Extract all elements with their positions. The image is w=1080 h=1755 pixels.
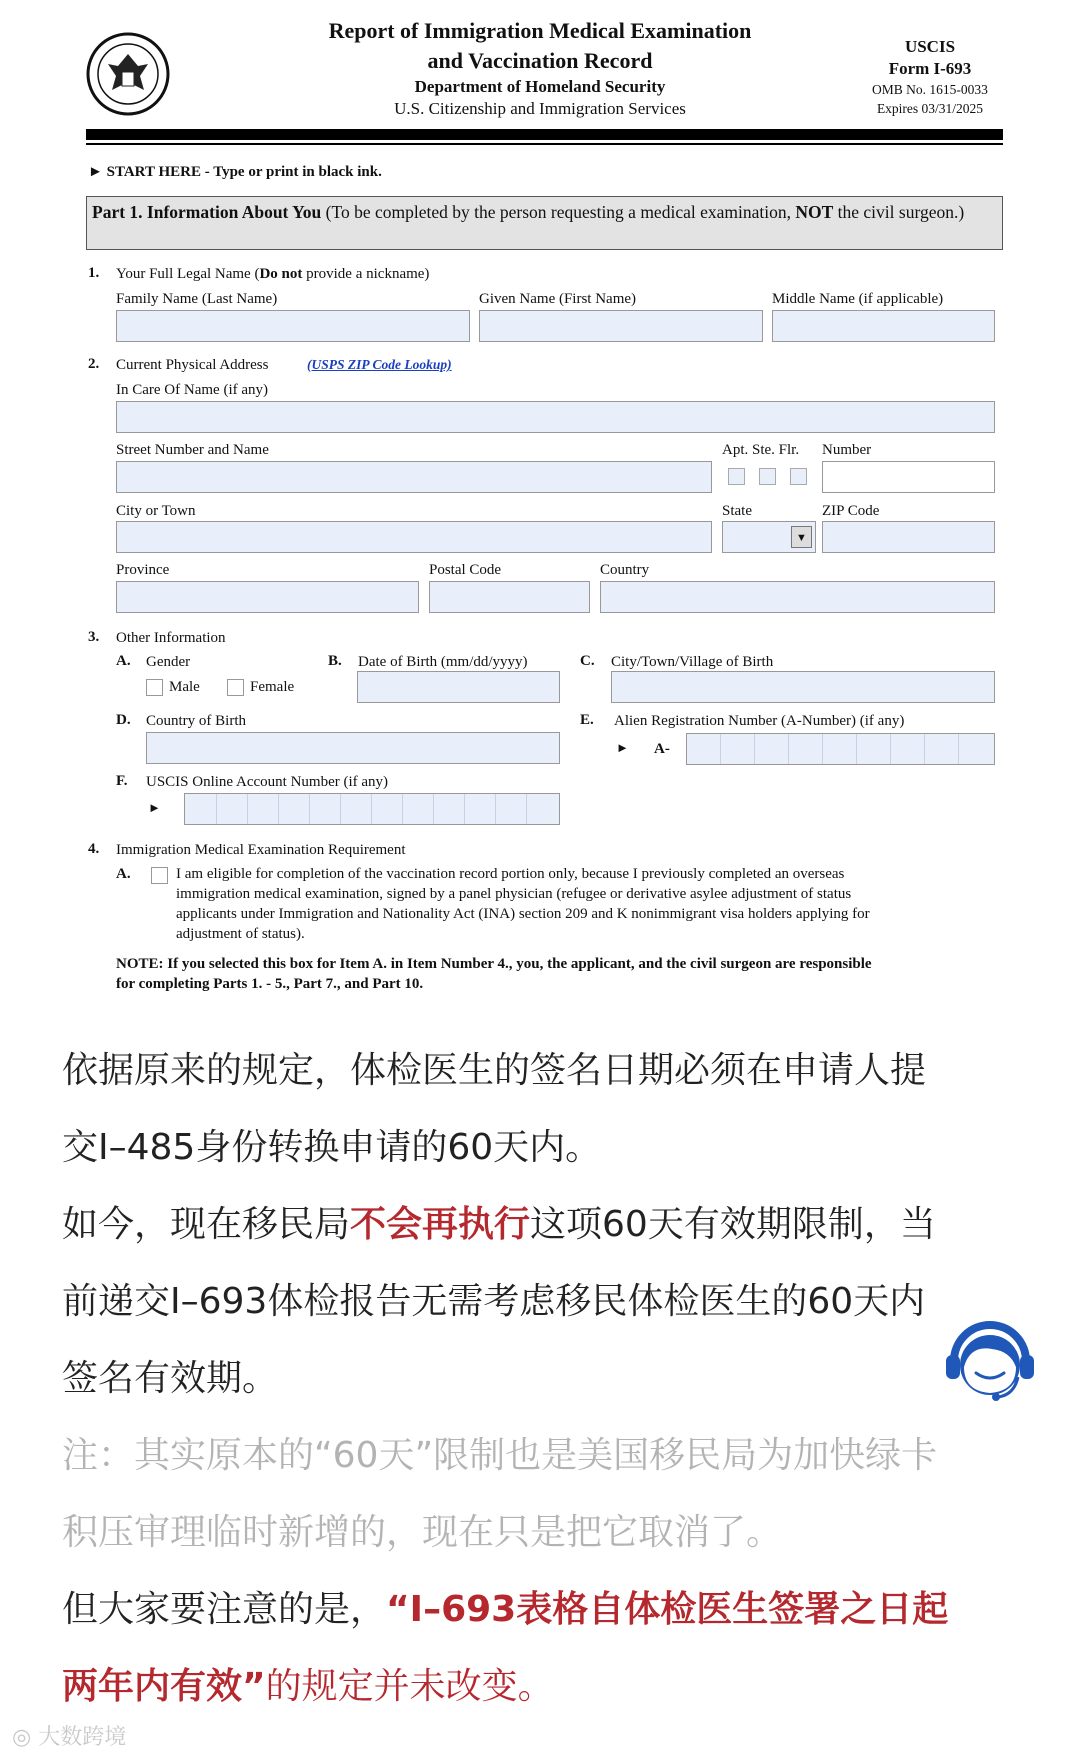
city-of-birth-label: City/Town/Village of Birth — [611, 654, 774, 670]
uscis-account-label: USCIS Online Account Number (if any) — [146, 774, 389, 790]
given-name-label: Given Name (First Name) — [479, 291, 637, 307]
item4-number: 4. — [88, 841, 100, 857]
vaccination-only-checkbox[interactable] — [151, 867, 168, 884]
article-note-line2: 积压审理临时新增的，现在只是把它取消了。 — [62, 1512, 783, 1553]
male-label: Male — [169, 679, 200, 695]
dob-label: Date of Birth (mm/dd/yyyy) — [358, 654, 528, 670]
article-p1-line1: 依据原来的规定，体检医生的签名日期必须在申请人提 — [62, 1050, 927, 1091]
article-p2-line2: 前递交I–693体检报告无需考虑移民体检医生的60天内 — [62, 1281, 926, 1322]
street-label: Street Number and Name — [116, 442, 269, 458]
item4a-text-line3: applicants under Immigration and Nationality Act (INA) section 209 and K nonimmigrant visa holders applying for — [176, 906, 870, 922]
country-label: Country — [600, 562, 650, 578]
article-p3-line2: 两年内有效”的规定并未改变。 — [62, 1666, 554, 1707]
emphasis-no-longer-enforced: 不会再执行 — [350, 1204, 531, 1245]
country-of-birth-label: Country of Birth — [146, 713, 246, 729]
article-p3-line1: 但大家要注意的是，“I–693表格自体检医生签署之日起 — [62, 1589, 949, 1630]
article-note-line1: 注：其实原本的“60天”限制也是美国移民局为加快绿卡 — [62, 1435, 938, 1476]
item3-label: Other Information — [116, 630, 226, 646]
start-here: ► START HERE - Type or print in black ink. — [88, 164, 382, 180]
agency: U.S. Citizenship and Immigration Services — [394, 99, 686, 118]
item1-number: 1. — [88, 265, 100, 281]
item4a-text-line1: I am eligible for completion of the vaccination record portion only, because I previously completed an overseas — [176, 866, 845, 882]
state-label: State — [722, 503, 752, 519]
a-number-label: Alien Registration Number (A-Number) (if any) — [614, 713, 905, 729]
female-checkbox[interactable] — [227, 679, 244, 696]
article-p2-line3: 签名有效期。 — [62, 1358, 279, 1399]
arrow-right-icon: ► — [616, 740, 629, 755]
country-of-birth-field[interactable] — [146, 732, 560, 764]
ste-checkbox[interactable] — [759, 468, 776, 485]
item3f-letter: F. — [116, 773, 128, 789]
city-label: City or Town — [116, 503, 196, 519]
item3c-letter: C. — [580, 653, 595, 669]
article-p1-line2: 交I–485身份转换申请的60天内。 — [62, 1127, 602, 1168]
item3e-letter: E. — [580, 712, 594, 728]
form-title-line2: and Vaccination Record — [427, 48, 653, 73]
item3b-letter: B. — [328, 653, 342, 669]
state-select[interactable] — [722, 521, 816, 553]
province-label: Province — [116, 562, 170, 578]
logo-icon: ◎ — [12, 1725, 32, 1750]
apt-checkbox[interactable] — [728, 468, 745, 485]
middle-name-field[interactable] — [772, 310, 995, 342]
item3-number: 3. — [88, 629, 100, 645]
expiration-date: Expires 03/31/2025 — [876, 101, 984, 116]
item4a-text-line2: immigration medical examination, signed by a panel physician (refugee or derivative asylee adjustment of status — [176, 886, 852, 902]
apt-ste-flr-label: Apt. Ste. Flr. — [722, 442, 800, 458]
header-rule-thin — [86, 143, 1003, 145]
zip-label: ZIP Code — [822, 503, 880, 519]
item4a-letter: A. — [116, 866, 131, 882]
watermark: ◎ 大数跨境 — [12, 1725, 127, 1750]
form-header — [300, 16, 780, 120]
postal-code-label: Postal Code — [429, 562, 502, 578]
flr-checkbox[interactable] — [790, 468, 807, 485]
item1-label: Your Full Legal Name (Do not provide a nickname) — [116, 266, 430, 282]
arrow-right-icon: ► — [148, 800, 161, 815]
middle-name-label: Middle Name (if applicable) — [772, 291, 944, 307]
omb-number: OMB No. 1615-0033 — [872, 82, 988, 97]
form-id-block — [850, 36, 1010, 118]
item2-label: Current Physical Address — [116, 357, 269, 373]
article-p2-line1: 如今，现在移民局不会再执行这项60天有效期限制，当 — [62, 1204, 936, 1245]
header-rule-thick — [86, 129, 1003, 140]
customer-service-icon[interactable] — [940, 1305, 1040, 1405]
country-field[interactable] — [600, 581, 995, 613]
in-care-of-label: In Care Of Name (if any) — [116, 382, 269, 398]
item3d-letter: D. — [116, 712, 131, 728]
zip-field[interactable] — [822, 521, 995, 553]
arrow-right-icon: ► — [88, 164, 103, 180]
a-number-field[interactable] — [686, 733, 995, 765]
dob-field[interactable] — [357, 671, 560, 703]
male-checkbox[interactable] — [146, 679, 163, 696]
part1-title: Part 1. Information About You — [92, 202, 322, 222]
item4-label: Immigration Medical Examination Requirement — [116, 842, 406, 858]
agency-abbr: USCIS — [904, 37, 956, 56]
female-label: Female — [250, 679, 295, 695]
family-name-field[interactable] — [116, 310, 470, 342]
city-of-birth-field[interactable] — [611, 671, 995, 703]
form-number: Form I-693 — [888, 59, 972, 78]
family-name-label: Family Name (Last Name) — [116, 291, 278, 307]
province-field[interactable] — [116, 581, 419, 613]
street-field[interactable] — [116, 461, 712, 493]
postal-code-field[interactable] — [429, 581, 590, 613]
department: Department of Homeland Security — [414, 77, 666, 96]
note-line2: for completing Parts 1. - 5., Part 7., and Part 10. — [116, 976, 424, 992]
item2-number: 2. — [88, 356, 100, 372]
item4a-text-line4: adjustment of status). — [176, 926, 305, 942]
city-field[interactable] — [116, 521, 712, 553]
gender-label: Gender — [146, 654, 191, 670]
part1-header: Part 1. Information About You (To be completed by the person requesting a medical examination, NOT the civil surgeon.) — [86, 196, 1003, 250]
item3a-letter: A. — [116, 653, 131, 669]
apt-number-field[interactable] — [822, 461, 995, 493]
in-care-of-field[interactable] — [116, 401, 995, 433]
apt-number-label: Number — [822, 442, 872, 458]
given-name-field[interactable] — [479, 310, 763, 342]
chevron-down-icon[interactable]: ▼ — [791, 526, 812, 548]
dhs-seal-icon — [86, 32, 170, 116]
form-title-line1: Report of Immigration Medical Examination — [328, 18, 752, 43]
emphasis-two-year-validity: “I–693表格自体检医生签署之日起 — [386, 1589, 949, 1630]
usps-zip-lookup-link[interactable]: (USPS ZIP Code Lookup) — [307, 357, 452, 372]
uscis-account-field[interactable] — [184, 793, 560, 825]
note-line1: NOTE: If you selected this box for Item A. in Item Number 4., you, the applicant, and the civil surgeon are responsible — [116, 956, 872, 972]
a-number-prefix: A- — [654, 741, 670, 757]
